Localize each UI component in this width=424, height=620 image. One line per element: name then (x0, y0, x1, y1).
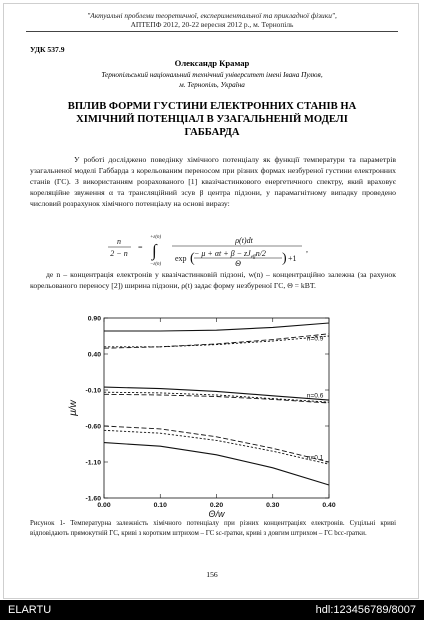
x-tick-label: 0.10 (153, 502, 167, 509)
x-axis-label: Θ/w (208, 509, 225, 518)
y-axis-label: μ/w (68, 400, 79, 416)
series-line-solid (104, 387, 329, 400)
affiliation-line2: м. Тернопіль, Україна (179, 81, 245, 89)
y-tick-label: -1.10 (85, 459, 101, 467)
formula-comma: , (306, 245, 308, 254)
y-tick-label: -1.60 (85, 495, 101, 503)
formula-close-brace: ) (282, 251, 287, 266)
curve-annotation: n=0.9 (306, 335, 324, 343)
series-line-short-dash (104, 430, 329, 464)
y-tick-label: -0.10 (85, 387, 101, 395)
chemical-potential-formula (4, 232, 420, 268)
y-tick-label: 0.90 (87, 315, 101, 323)
curve-annotation: n=0.6 (306, 392, 324, 400)
document-page (3, 3, 419, 599)
formula-exp-den: Θ (235, 259, 241, 268)
body-paragraph2: де n – концентрація електронів у квазічастинковій підзоні, w(n) – концентраційно залежна (за рахунок корельованого переносу [2]) ширина підзони, ρ(t) задає форму незбуреної ГС, Θ = kBT. (30, 270, 396, 291)
affiliation-line1: Тернопільський національний технічний університет імені Івана Пулюя, (101, 71, 323, 79)
formula-lhs-den: 2 − n (110, 249, 128, 258)
handle-id: hdl:123456789/8007 (315, 604, 416, 616)
repository-name: ELARTU (8, 604, 52, 616)
udk-code: УДК 537.9 (30, 45, 65, 54)
formula-exp-sub: eff (250, 255, 256, 260)
header-rule (26, 31, 398, 32)
author-name: Олександр Крамар (174, 58, 250, 68)
formula-exp: exp (175, 254, 187, 263)
paper-title (44, 100, 380, 139)
x-tick-label: 0.20 (209, 502, 224, 509)
formula-open-brace: ( (190, 251, 195, 266)
series-line-long-dash (104, 334, 329, 348)
formula-lhs-num: n (117, 237, 121, 246)
x-tick-label: 0.30 (266, 502, 280, 509)
page-number: 156 (206, 570, 218, 579)
series-line-solid (104, 323, 329, 331)
formula-exp-tail: n/2 (255, 249, 266, 258)
title-line3: ГАББАРДА (184, 127, 240, 138)
formula-integral: ∫ (152, 241, 157, 260)
body-paragraph1: У роботі досліджено поведінку хімічного потенціалу як функції температури та параметрів узагальненої моделі Габбарда з корельованим переносом при різних формах незбуреної густини електронних станів (ГС). З використанням розрахованого [1] квазічастинкового енергетичного спектру, який враховує кореляційне звуження α та трансляційний зсув β центра підзони, у парамагнітному випадку проведено числовий розрахунок хімічного потенціалу на основі виразу: (30, 155, 396, 209)
formula-lower-limit: −ε(n) (150, 262, 162, 267)
formula-exp-num (194, 249, 266, 260)
conference-header: АПТЕПФ 2012, 20-22 вересня 2012 р., м. Тернопіль (130, 20, 294, 29)
formula-rhs-num: ρ(t)dt (235, 236, 253, 245)
formula-equals: = (138, 243, 143, 252)
y-tick-label: -0.60 (85, 423, 101, 431)
formula-upper-limit: +ε(n) (150, 235, 162, 240)
footer-bar (0, 600, 424, 620)
y-tick-label: 0.40 (87, 351, 101, 359)
journal-header: "Актуальні проблеми теоретичної, експериментальної та прикладної фізики", (87, 11, 337, 20)
x-tick-label: 0.00 (97, 502, 111, 509)
title-line2: ХІМІЧНИЙ ПОТЕНЦІАЛ В УЗАГАЛЬНЕНІЙ МОДЕЛІ (76, 114, 348, 125)
series-line-long-dash (104, 394, 329, 403)
x-tick-label: 0.40 (322, 502, 336, 509)
formula-plus-one: +1 (288, 254, 297, 263)
chemical-potential-chart (4, 312, 420, 518)
curve-annotation: n=0.1 (306, 454, 324, 462)
series-line-solid (104, 443, 329, 485)
formula-exp-num-main: − μ + αt + β − zJ (194, 249, 251, 258)
figure-caption: Рисунок 1- Температурна залежність хімічного потенціалу при різних концентраціях електронів. Суцільні криві відповідають прямокутній ГС, криві з коротким штрихом – ГС sc-ґратки, криві з довгим штрихом – ГС bcc-ґратки. (30, 520, 396, 537)
title-line1: ВПЛИВ ФОРМИ ГУСТИНИ ЕЛЕКТРОННИХ СТАНІВ НА (67, 101, 357, 112)
